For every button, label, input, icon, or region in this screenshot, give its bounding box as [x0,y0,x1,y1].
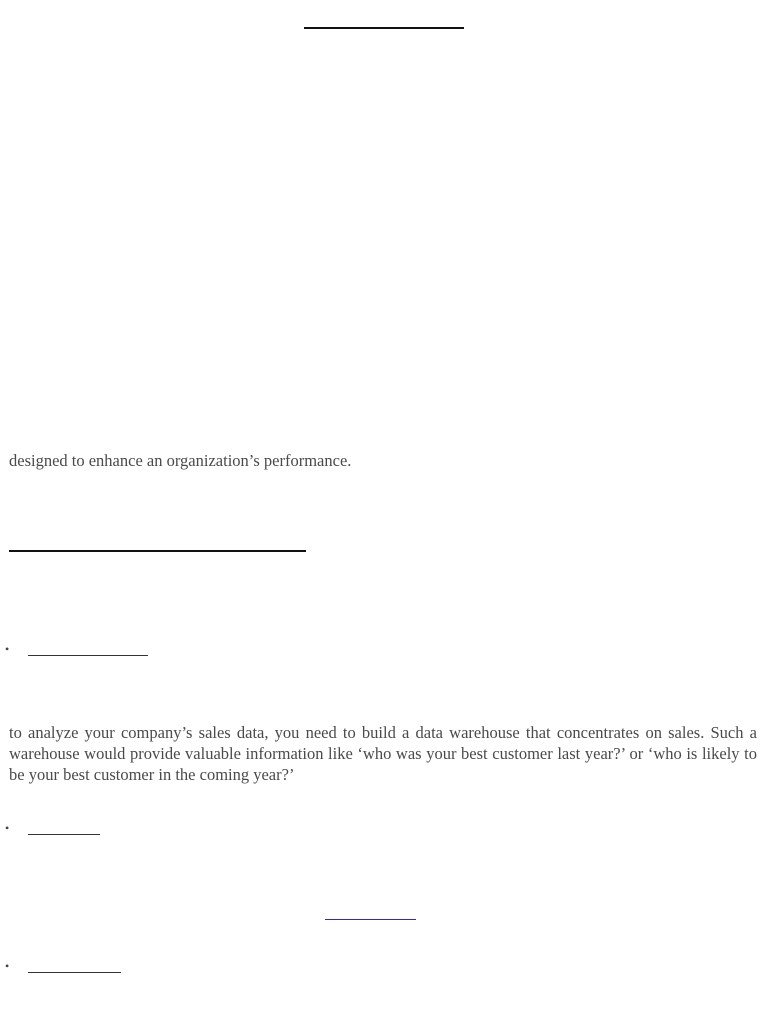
title-underline [304,27,464,29]
hyperlink-underline[interactable] [325,919,416,920]
subject-oriented-paragraph: to analyze your company’s sales data, you need to build a data warehouse that concentrates on sales. Such a warehouse would provide valuable information like ‘who was your best customer last year?’ or ‘who is likely to be your best customer in the coming year?’ [9,723,757,784]
bullet-heading-underline-2 [28,834,100,835]
section-heading-underline [9,550,306,552]
bullet-heading-underline-1 [28,655,148,656]
bullet-marker-1: • [5,642,10,656]
bullet-marker-2: • [5,821,10,835]
intro-fragment-text: designed to enhance an organization’s performance. [9,451,352,470]
bullet-marker-3: • [5,959,10,973]
bullet-heading-underline-3 [28,972,121,973]
